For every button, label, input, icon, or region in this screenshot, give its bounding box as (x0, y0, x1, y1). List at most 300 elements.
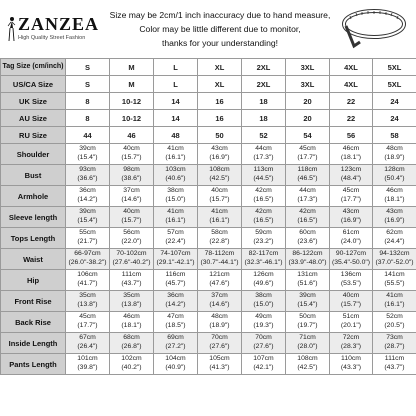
measurement-value: (24.4") (384, 238, 405, 245)
measurement-value: (17.3") (253, 154, 274, 161)
measurement-value: 74-107cm (160, 250, 191, 258)
measurement-value: (15.7") (340, 301, 362, 308)
measurement-value: (29.1"-42.1") (156, 259, 195, 266)
measurement-value: 136cm (340, 271, 362, 279)
measurement-value: 41cm (211, 208, 228, 216)
measurement-value: 39cm (79, 145, 96, 153)
measurement-value: 70cm (211, 334, 228, 342)
measurement-value: (40.2") (121, 364, 142, 371)
row-label: AU Size (1, 110, 66, 127)
measurement-value: 116cm (165, 271, 186, 279)
measurement-value: (18.9") (209, 322, 230, 329)
measurement-cell (242, 354, 286, 375)
row-label: RU Size (1, 127, 66, 144)
measurement-cell (66, 144, 110, 165)
measurement-value: 108cm (297, 355, 318, 363)
measurement-cell (242, 165, 286, 186)
measurement-value: (27.6"-40.2") (112, 259, 151, 266)
measurement-cell (286, 165, 330, 186)
measurement-cell (110, 291, 154, 312)
measurement-cell (286, 207, 330, 228)
measurement-cell (66, 354, 110, 375)
size-cell: 4XL (330, 76, 373, 93)
measurement-value: (20.1") (340, 322, 362, 329)
measurement-value: 41cm (167, 208, 184, 216)
measurement-cell (110, 144, 154, 165)
measurement-value: 35cm (123, 292, 140, 300)
measurement-value: (17.7") (297, 154, 318, 161)
measurement-value: (30.7"-44.1") (200, 259, 239, 266)
measurement-value: 35cm (79, 292, 96, 300)
size-cell: 20 (286, 110, 330, 127)
measurement-value: 58cm (211, 229, 228, 237)
measurement-value: 39cm (79, 208, 96, 216)
measurement-cell (154, 165, 198, 186)
measurement-value: (26.4") (77, 343, 98, 350)
size-cell: 16 (198, 93, 242, 110)
measurement-value: (18.1") (340, 154, 362, 161)
measurement-value: 40cm (123, 208, 140, 216)
measurement-cell (198, 270, 242, 291)
measurement-value: 104cm (165, 355, 186, 363)
measurement-value: 41cm (386, 292, 403, 300)
measurement-cell (154, 354, 198, 375)
measurement-cell (330, 228, 373, 249)
measurement-value: (38.6") (121, 175, 142, 182)
measurement-value: (28.7") (384, 343, 405, 350)
measurement-value: (16.5") (297, 217, 318, 224)
measurement-value: (23.2") (253, 238, 274, 245)
measurement-value: (17.7") (77, 322, 98, 329)
measurement-cell (286, 144, 330, 165)
measurement-value: 46cm (123, 313, 140, 321)
measurement-value: 38cm (167, 187, 184, 195)
measurement-value: 98cm (123, 166, 140, 174)
measurement-value: (15.7") (121, 217, 142, 224)
row-label: Waist (1, 249, 66, 270)
measurement-value: 123cm (340, 166, 362, 174)
measurement-cell (154, 333, 198, 354)
size-cell: M (110, 59, 154, 76)
measurement-cell (110, 207, 154, 228)
measurement-value: (16.1") (165, 154, 186, 161)
measurement-value: 49cm (255, 313, 272, 321)
measurement-value: (18.1") (121, 322, 142, 329)
measurement-row (1, 207, 416, 228)
size-cell: 3XL (286, 76, 330, 93)
measurement-cell (198, 228, 242, 249)
measurement-cell (154, 291, 198, 312)
measurement-cell (154, 186, 198, 207)
measurement-row (1, 291, 416, 312)
measurement-cell (110, 186, 154, 207)
measurement-value: 131cm (297, 271, 318, 279)
size-cell: 5XL (373, 76, 416, 93)
size-cell: L (154, 59, 198, 76)
measurement-cell (110, 165, 154, 186)
measurement-value: 55cm (79, 229, 96, 237)
measurement-value: (14.6") (209, 301, 230, 308)
measurement-value: 48cm (211, 313, 228, 321)
measurement-cell (242, 249, 286, 270)
measurement-value: 44cm (299, 187, 316, 195)
measurement-value: (35.4"-50.0") (331, 259, 371, 266)
measurement-value: 121cm (209, 271, 230, 279)
row-label: Back Rise (1, 312, 66, 333)
measurement-value: (43.7") (384, 364, 405, 371)
measurement-value: (14.6") (121, 196, 142, 203)
measurement-cell (198, 312, 242, 333)
measurement-value: 111cm (121, 271, 142, 279)
size-cell: 46 (110, 127, 154, 144)
measurement-cell (198, 291, 242, 312)
measurement-cell (373, 249, 416, 270)
size-cell: 16 (198, 110, 242, 127)
measurement-value: (42.5") (297, 364, 318, 371)
size-chart-header (0, 0, 416, 58)
measurement-cell (110, 333, 154, 354)
measurement-value: (15.7") (121, 154, 142, 161)
measurement-cell (242, 144, 286, 165)
size-cell: 50 (198, 127, 242, 144)
row-label: Tag Size (cm/inch) (1, 59, 66, 76)
measurement-row (1, 186, 416, 207)
measurement-value: (51.6") (297, 280, 318, 287)
measurement-value: (18.1") (384, 196, 405, 203)
measurement-value: 101cm (77, 355, 98, 363)
size-cell: XL (198, 59, 242, 76)
measurement-value: (18.5") (165, 322, 186, 329)
measurement-value: (55.5") (384, 280, 405, 287)
measurement-value: (45.7") (165, 280, 186, 287)
measurement-value: (16.9") (340, 217, 362, 224)
measurement-cell (154, 312, 198, 333)
measurement-cell (373, 228, 416, 249)
size-header-row (1, 110, 416, 127)
measurement-value: (15.0") (253, 301, 274, 308)
measurement-row (1, 249, 416, 270)
measurement-cell (286, 291, 330, 312)
notice-line: Color may be little different due to monitor, (139, 24, 301, 34)
measurement-row (1, 228, 416, 249)
size-cell: 48 (154, 127, 198, 144)
measurement-value: (19.3") (253, 322, 274, 329)
size-cell: 22 (330, 110, 373, 127)
measurement-value: 44cm (255, 145, 272, 153)
measurement-value: 43cm (211, 145, 228, 153)
measurement-value: (16.5") (253, 196, 274, 203)
measurement-value: 111cm (384, 355, 405, 363)
size-cell: 2XL (242, 59, 286, 76)
measurement-cell (198, 165, 242, 186)
measurement-cell (373, 354, 416, 375)
row-label: Shoulder (1, 144, 66, 165)
measurement-cell (198, 144, 242, 165)
measurement-value: (21.7") (77, 238, 98, 245)
measurement-value: (49.6") (253, 280, 274, 287)
measurement-value: (50.4") (384, 175, 405, 182)
measurement-value: 43cm (342, 208, 360, 216)
size-cell: 2XL (242, 76, 286, 93)
size-cell: 18 (242, 110, 286, 127)
measurement-cell (66, 270, 110, 291)
measurement-cell (330, 249, 373, 270)
measurement-value: (36.6") (77, 175, 98, 182)
measurement-value: 110cm (341, 355, 361, 363)
measurement-value: (13.8") (121, 301, 142, 308)
measurement-value: 43cm (386, 208, 403, 216)
measurement-value: 41cm (167, 145, 184, 153)
measurement-value: (17.7") (340, 196, 362, 203)
measurement-value: 68cm (123, 334, 140, 342)
measurement-value: (16.9") (384, 217, 405, 224)
size-cell: 20 (286, 93, 330, 110)
size-header-row (1, 93, 416, 110)
measurement-value: 39cm (299, 292, 316, 300)
measurement-value: (14.2") (165, 301, 186, 308)
size-cell: 58 (373, 127, 416, 144)
size-cell: 18 (242, 93, 286, 110)
size-cell: 56 (330, 127, 373, 144)
row-label: US/CA Size (1, 76, 66, 93)
measurement-value: (24.0") (340, 238, 362, 245)
brand-logo (4, 14, 100, 44)
measurement-value: 93cm (79, 166, 96, 174)
measurement-value: 37cm (123, 187, 140, 195)
row-label: Hip (1, 270, 66, 291)
measurement-value: (15.4") (77, 154, 98, 161)
measurement-value: 70cm (255, 334, 272, 342)
size-cell: 4XL (330, 59, 373, 76)
measurement-cell (242, 291, 286, 312)
measurement-cell (110, 270, 154, 291)
measurement-value: 78-112cm (204, 250, 235, 258)
measurement-value: 45cm (342, 187, 360, 195)
measurement-value: (39.8") (77, 364, 98, 371)
measurement-value: (14.2") (77, 196, 98, 203)
measurement-value: 37cm (211, 292, 228, 300)
measurement-value: (32.3"-46.1") (244, 259, 283, 266)
measurement-value: (27.6") (253, 343, 274, 350)
measurement-value: 71cm (299, 334, 316, 342)
size-header-row (1, 59, 416, 76)
row-label: Inside Length (1, 333, 66, 354)
measurement-value: 46cm (386, 187, 403, 195)
measurement-cell (373, 291, 416, 312)
measurement-value: 40cm (123, 145, 140, 153)
measurement-value: 40cm (342, 292, 360, 300)
measurement-value: (13.8") (77, 301, 98, 308)
size-cell: S (66, 76, 110, 93)
measurement-value: 42cm (255, 208, 272, 216)
brand-tagline: High Quality Street Fashion (18, 35, 86, 41)
measurement-value: (15.4") (297, 301, 318, 308)
measurement-cell (242, 270, 286, 291)
measurement-cell (373, 144, 416, 165)
measurement-cell (66, 291, 110, 312)
measurement-cell (373, 165, 416, 186)
measurement-value: (43.7") (121, 280, 142, 287)
measurement-value: 36cm (79, 187, 96, 195)
measurement-value: 45cm (79, 313, 96, 321)
measurement-value: 107cm (253, 355, 274, 363)
measurement-cell (242, 312, 286, 333)
measurement-value: 66-97cm (74, 250, 101, 258)
measurement-value: 128cm (384, 166, 405, 174)
measurement-value: 67cm (79, 334, 96, 342)
measurement-cell (330, 165, 373, 186)
measurement-value: 90-127cm (335, 250, 367, 258)
measurement-cell (154, 249, 198, 270)
measurement-value: 94-132cm (379, 250, 410, 258)
measurement-value: (16.9") (209, 154, 230, 161)
measurement-row (1, 333, 416, 354)
size-cell: 14 (154, 110, 198, 127)
size-cell: 44 (66, 127, 110, 144)
measurement-value: 51cm (342, 313, 360, 321)
measurement-cell (198, 207, 242, 228)
measurement-value: (28.0") (297, 343, 318, 350)
measurement-value: 69cm (167, 334, 184, 342)
row-label: Armhole (1, 186, 66, 207)
measurement-value: 70-102cm (116, 250, 147, 258)
size-cell: S (66, 59, 110, 76)
measurement-value: 47cm (167, 313, 184, 321)
measurement-value: 108cm (209, 166, 230, 174)
measurement-value: (40.9") (165, 364, 186, 371)
size-table (0, 58, 416, 375)
measurement-value: (16.1") (165, 217, 186, 224)
measurement-value: (37.0"-52.0") (375, 259, 414, 266)
measurement-value: 118cm (297, 166, 318, 174)
measurement-value: (18.9") (384, 154, 405, 161)
measurement-cell (330, 207, 373, 228)
size-cell: 14 (154, 93, 198, 110)
measurement-value: 50cm (299, 313, 316, 321)
measurement-cell (330, 144, 373, 165)
measurement-value: (22.8") (209, 238, 230, 245)
measurement-value: (27.2") (165, 343, 186, 350)
measurement-value: (41.7") (77, 280, 98, 287)
measurement-cell (66, 333, 110, 354)
size-cell: 8 (66, 93, 110, 110)
measurement-cell (198, 333, 242, 354)
measurement-cell (373, 186, 416, 207)
measurement-cell (110, 228, 154, 249)
measurement-cell (110, 354, 154, 375)
measurement-cell (66, 312, 110, 333)
fashion-figure-icon (7, 16, 17, 42)
measurement-value: 42cm (299, 208, 316, 216)
measurement-value: 105cm (209, 355, 230, 363)
measurement-value: (48.4") (340, 175, 362, 182)
measurement-value: 59cm (255, 229, 272, 237)
measurement-value: (16.1") (384, 301, 405, 308)
row-label: Sleeve length (1, 207, 66, 228)
size-header-row (1, 76, 416, 93)
measurement-cell (242, 207, 286, 228)
measurement-value: 82-117cm (248, 250, 279, 258)
measurement-value: (44.5") (253, 175, 274, 182)
measurement-cell (330, 291, 373, 312)
measurement-cell (198, 249, 242, 270)
measurement-cell (66, 228, 110, 249)
measurement-value: (15.0") (165, 196, 186, 203)
measurement-row (1, 312, 416, 333)
measurement-cell (286, 249, 330, 270)
measurement-value: (22.4") (165, 238, 186, 245)
measurement-value: 56cm (123, 229, 140, 237)
measurement-cell (198, 186, 242, 207)
measurement-value: 46cm (342, 145, 360, 153)
measurement-value: (28.3") (340, 343, 362, 350)
measurement-cell (242, 228, 286, 249)
measurement-value: (16.5") (253, 217, 274, 224)
measurement-value: (22.0") (121, 238, 142, 245)
measurement-value: 52cm (386, 313, 403, 321)
measurement-value: (41.3") (209, 364, 230, 371)
measurement-value: (46.5") (297, 175, 318, 182)
measurement-cell (330, 354, 373, 375)
measurement-value: (20.5") (384, 322, 405, 329)
measurement-value: (16.1") (209, 217, 230, 224)
size-cell: 24 (373, 93, 416, 110)
measurement-cell (373, 333, 416, 354)
measurement-value: 102cm (121, 355, 142, 363)
size-cell: 10-12 (110, 93, 154, 110)
measurement-value: (15.4") (77, 217, 98, 224)
measurement-cell (242, 186, 286, 207)
tape-measure-icon (340, 2, 410, 56)
measurement-value: 106cm (77, 271, 98, 279)
measurement-cell (242, 333, 286, 354)
measurement-value: (15.7") (209, 196, 230, 203)
measurement-value: (53.5") (340, 280, 362, 287)
measurement-cell (66, 165, 110, 186)
measurement-value: (26.0"-38.2") (68, 259, 107, 266)
size-cell: 24 (373, 110, 416, 127)
measurement-value: 42cm (255, 187, 272, 195)
measurement-value: 126cm (253, 271, 274, 279)
measurement-cell (286, 354, 330, 375)
measurement-value: 60cm (299, 229, 316, 237)
size-header-row (1, 127, 416, 144)
measurement-value: 61cm (342, 229, 360, 237)
measurement-value: 48cm (386, 145, 403, 153)
size-cell: XL (198, 76, 242, 93)
measurement-value: 72cm (342, 334, 360, 342)
measurement-row (1, 165, 416, 186)
measurement-value: (27.6") (209, 343, 230, 350)
measurement-value: 40cm (211, 187, 228, 195)
measurement-value: (43.3") (340, 364, 362, 371)
measurement-row (1, 144, 416, 165)
size-cell: M (110, 76, 154, 93)
measurement-cell (154, 144, 198, 165)
measurement-value: 141cm (384, 271, 405, 279)
measurement-cell (330, 186, 373, 207)
row-label: Front Rise (1, 291, 66, 312)
measurement-value: (33.9"-48.0") (288, 259, 327, 266)
measurement-value: 86-122cm (292, 250, 323, 258)
measurement-cell (66, 249, 110, 270)
measurement-cell (66, 207, 110, 228)
size-cell: 52 (242, 127, 286, 144)
measurement-cell (110, 249, 154, 270)
measurement-cell (198, 354, 242, 375)
measurement-cell (286, 333, 330, 354)
size-cell: 10-12 (110, 110, 154, 127)
